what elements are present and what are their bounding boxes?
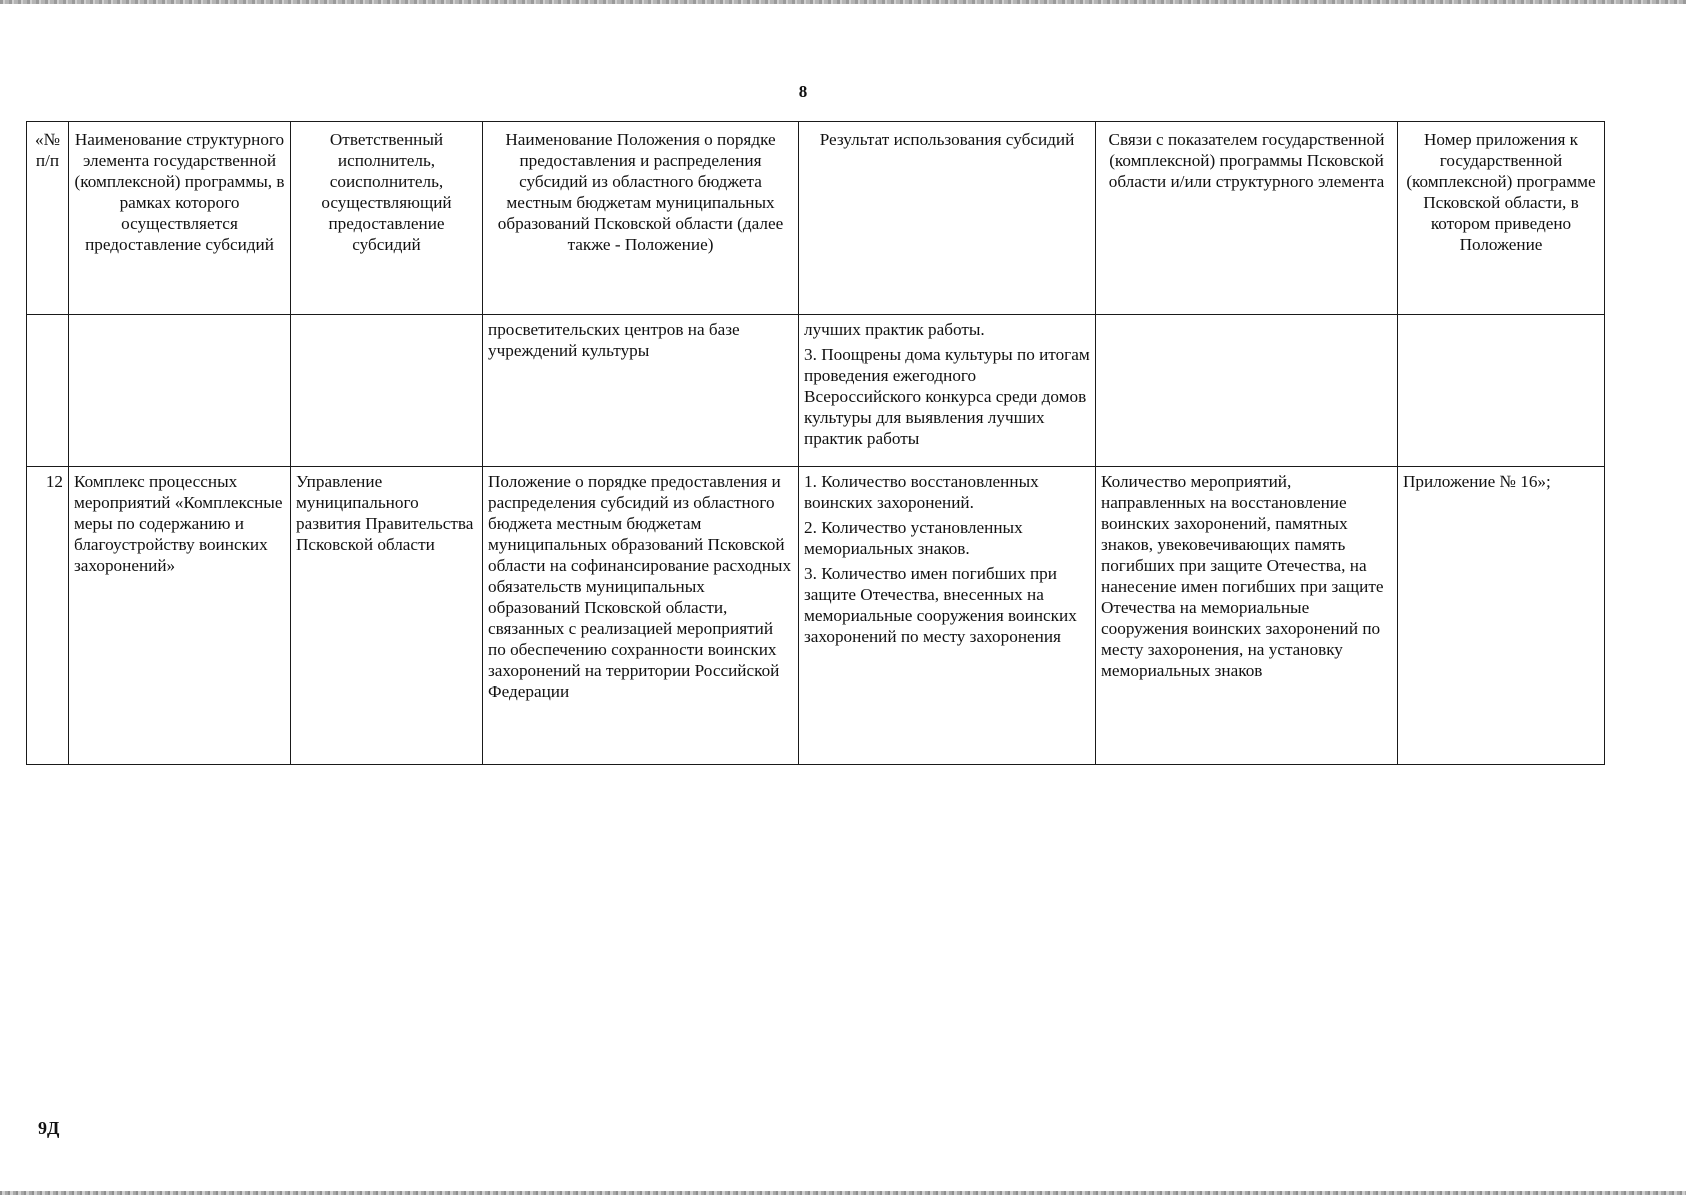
header-cell-element-name: Наименование структурного элемента государственной (комплексной) программы, в рамках которого осуществляется предоставление субсидий: [69, 122, 291, 315]
cell-element-name-empty: [69, 315, 291, 467]
header-cell-number: «№ п/п: [27, 122, 69, 315]
table-header-row: [27, 122, 1605, 315]
cell-appendix-empty: [1398, 315, 1605, 467]
cell-executor-empty: [291, 315, 483, 467]
scan-edge-bottom: [0, 1191, 1686, 1195]
cell-number: 12: [27, 467, 69, 765]
table-row-12: [27, 467, 1605, 765]
page-number: 8: [798, 82, 808, 101]
header-cell-results: Результат использования субсидий: [799, 122, 1096, 315]
header-cell-regulation-name: Наименование Положения о порядке предоставления и распределения субсидий из областного бюджета местным бюджетам муниципальных образований Псковской области (далее также - Положение): [483, 122, 799, 315]
footer-code: 9Д: [38, 1118, 60, 1138]
cell-number-empty: [27, 315, 69, 467]
header-cell-appendix: Номер приложения к государственной (комплексной) программе Псковской области, в котором приведено Положение: [1398, 122, 1605, 315]
header-cell-indicator-link: Связи с показателем государственной (комплексной) программы Псковской области и/или структурного элемента: [1096, 122, 1398, 315]
cell-regulation-name: Положение о порядке предоставления и распределения субсидий из областного бюджета местным бюджетам муниципальных образований Псковской области на софинансирование расходных обязательств муниципальных образований Псковской области, связанных с реализацией мероприятий по обеспечению сохранности воинских захоронений на территории Российской Федерации: [483, 467, 799, 765]
result-item: 2. Количество установленных мемориальных знаков.: [804, 518, 1023, 558]
subsidy-table: [26, 121, 1605, 765]
result-item: лучших практик работы.: [804, 320, 985, 339]
table-row-continuation: [27, 315, 1605, 467]
cell-results: [799, 467, 1096, 765]
cell-results: [799, 315, 1096, 467]
cell-appendix: Приложение № 16»;: [1398, 467, 1605, 765]
result-item: 3. Количество имен погибших при защите Отечества, внесенных на мемориальные сооружения воинских захоронений по месту захоронения: [804, 564, 1077, 646]
scan-edge-top: [0, 0, 1686, 4]
cell-executor: Управление муниципального развития Правительства Псковской области: [291, 467, 483, 765]
result-item: 1. Количество восстановленных воинских захоронений.: [804, 472, 1039, 512]
cell-indicator-link-empty: [1096, 315, 1398, 467]
cell-indicator-link: Количество мероприятий, направленных на восстановление воинских захоронений, памятных знаков, увековечивающих память погибших при защите Отечества, на нанесение имен погибших при защите Отечества на мемориальные сооружения воинских захоронений по месту захоронения, на установку мемориальных знаков: [1096, 467, 1398, 765]
result-item: 3. Поощрены дома культуры по итогам проведения ежегодного Всероссийского конкурса среди домов культуры для выявления лучших практик работы: [804, 345, 1090, 448]
cell-element-name: Комплекс процессных мероприятий «Комплексные меры по содержанию и благоустройству воинских захоронений»: [69, 467, 291, 765]
header-cell-executor: Ответственный исполнитель, соисполнитель, осуществляющий предоставление субсидий: [291, 122, 483, 315]
cell-regulation-name: просветительских центров на базе учреждений культуры: [483, 315, 799, 467]
